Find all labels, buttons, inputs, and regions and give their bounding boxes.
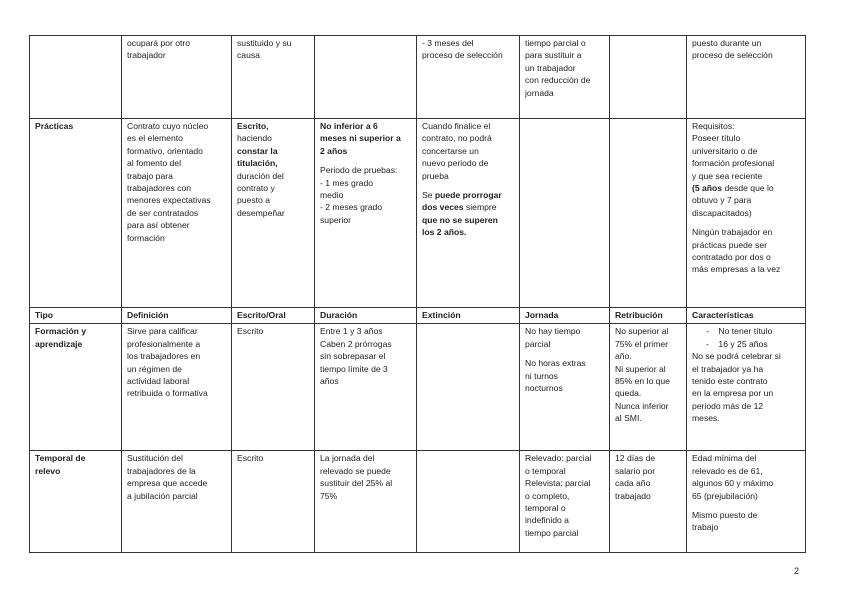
header-duracion: Duración: [315, 308, 417, 324]
cell-duracion: [315, 36, 417, 119]
cell-retribucion: [610, 119, 687, 308]
header-tipo: Tipo: [30, 308, 122, 324]
cell-jornada: [520, 119, 610, 308]
cell-caracteristicas: puesto durante un proceso de selección: [687, 36, 806, 119]
cell-escrito: sustituido y su causa: [232, 36, 315, 119]
contracts-table: [29, 35, 806, 553]
cell-extincion: - 3 meses del proceso de selección: [417, 36, 520, 119]
cell-caracteristicas: Requisitos: Poseer título universitario o de formación profesional y que sea reciente (5 años desde que lo obtuvo y 7 para discapacitados) Ningún trabajador en prácticas puede ser contratado por dos o más empresas a la vez: [687, 119, 806, 308]
header-caracteristicas: Características: [687, 308, 806, 324]
cell-extincion: [417, 451, 520, 553]
cell-tipo: Temporal de relevo: [30, 451, 122, 553]
cell-duracion: Entre 1 y 3 años Caben 2 prórrogas sin sobrepasar el tiempo límite de 3 años: [315, 324, 417, 451]
header-definicion: Definición: [122, 308, 232, 324]
header-extincion: Extinción: [417, 308, 520, 324]
header-retribucion: Retribución: [610, 308, 687, 324]
page-number: 2: [794, 566, 800, 576]
header-jornada: Jornada: [520, 308, 610, 324]
cell-caracteristicas: - No tener título - 16 y 25 años No se podrá celebrar si el trabajador ya ha tenido este contrato en la empresa por un periodo más de 12 meses.: [687, 324, 806, 451]
table-row-formacion: [30, 324, 806, 451]
cell-retribucion: 12 días de salario por cada año trabajado: [610, 451, 687, 553]
cell-jornada: tiempo parcial o para sustituir a un trabajador con reducción de jornada: [520, 36, 610, 119]
cell-tipo: [30, 36, 122, 119]
cell-definicion: Sirve para calificar profesionalmente a los trabajadores en un régimen de actividad laboral retribuida o formativa: [122, 324, 232, 451]
cell-duracion: No inferior a 6 meses ni superior a 2 años Periodo de pruebas: - 1 mes grado medio - 2 meses grado superior: [315, 119, 417, 308]
table-row-relevo: [30, 451, 806, 553]
cell-retribucion: No superior al 75% el primer año. Ni superior al 85% en lo que queda. Nunca inferior al SMI.: [610, 324, 687, 451]
cell-definicion: ocupará por otro trabajador: [122, 36, 232, 119]
cell-jornada: No hay tiempo parcial No horas extras ni turnos nocturnos: [520, 324, 610, 451]
cell-extincion: Cuando finalice el contrato, no podrá concertarse un nuevo periodo de prueba Se puede prorrogar dos veces siempre que no se superen los 2 años.: [417, 119, 520, 308]
cell-jornada: Relevado: parcial o temporal Relevista: parcial o completo, temporal o indefinido a tiempo parcial: [520, 451, 610, 553]
cell-escrito: Escrito: [232, 451, 315, 553]
cell-definicion: Sustitución del trabajadores de la empresa que accede a jubilación parcial: [122, 451, 232, 553]
cell-tipo: Prácticas: [30, 119, 122, 308]
cell-escrito: Escrito, haciendo constar la titulación, duración del contrato y puesto a desempeñar: [232, 119, 315, 308]
table-header-row: [30, 308, 806, 324]
header-escrito-oral: Escrito/Oral: [232, 308, 315, 324]
table-row: [30, 36, 806, 119]
cell-definicion: Contrato cuyo núcleo es el elemento formativo, orientado al fomento del trabajo para trabajadores con menores expectativas de ser contratados para así obtener formación: [122, 119, 232, 308]
cell-extincion: [417, 324, 520, 451]
cell-tipo: Formación y aprendizaje: [30, 324, 122, 451]
cell-escrito: Escrito: [232, 324, 315, 451]
cell-caracteristicas: Edad mínima del relevado es de 61, algunos 60 y máximo 65 (prejubilación) Mismo puesto de trabajo: [687, 451, 806, 553]
cell-duracion: La jornada del relevado se puede sustituir del 25% al 75%: [315, 451, 417, 553]
table-row-practicas: [30, 119, 806, 308]
cell-retribucion: [610, 36, 687, 119]
